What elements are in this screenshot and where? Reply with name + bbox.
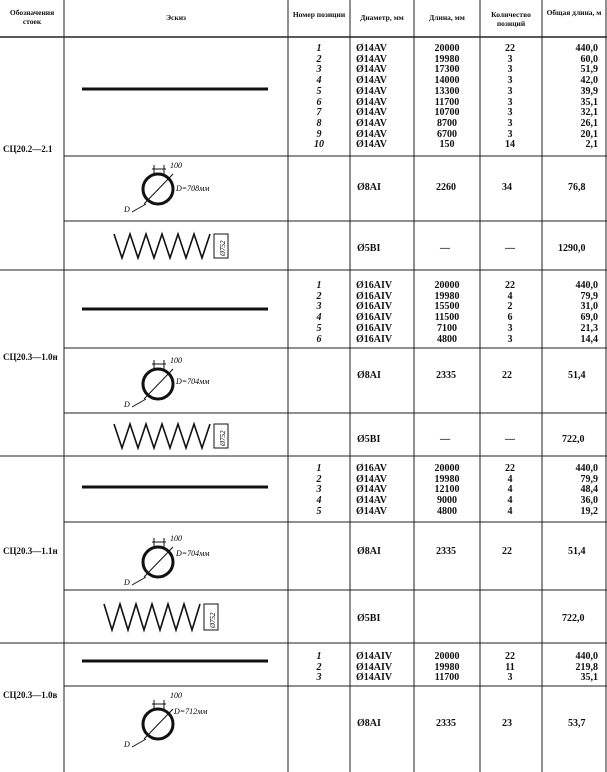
table-cell: 3	[507, 117, 513, 129]
bar-totals	[546, 44, 598, 151]
table-cell: 20000	[434, 651, 460, 662]
table-cell: 440,0	[575, 43, 598, 54]
ring-length: 2335	[436, 370, 456, 381]
table-cell: Ø16AIV	[356, 312, 393, 324]
spiral-dim-label: Ø752	[209, 612, 217, 628]
table-cell: 3	[507, 333, 513, 345]
straight-bar-sketch	[80, 657, 270, 665]
table-cell: 3	[507, 107, 513, 119]
table-cell: 14000	[434, 75, 460, 87]
spiral-diameter: Ø5BI	[357, 613, 381, 624]
ring-sketch	[118, 352, 268, 412]
table-cell: 20,1	[580, 128, 598, 140]
bar-counts	[490, 281, 530, 345]
table-cell: 8	[316, 117, 322, 129]
table-cell: 11700	[434, 96, 460, 108]
table-cell: 22	[505, 43, 515, 54]
table-cell: 3	[507, 85, 513, 97]
table-cell: 11700	[434, 672, 460, 684]
table-cell: 3	[507, 128, 513, 140]
table-cell: Ø14AV	[356, 505, 387, 517]
table-cell: Ø16AIV	[356, 280, 393, 291]
table-cell: 19980	[434, 473, 460, 485]
table-cell: 9	[316, 128, 322, 140]
ring-diameter: Ø8AI	[357, 182, 381, 193]
bar-counts	[490, 652, 530, 684]
table-cell: 36,0	[580, 495, 598, 507]
table-cell: 4	[316, 312, 322, 324]
bar-diameters	[356, 464, 387, 518]
table-cell: 11	[505, 661, 515, 673]
table-cell: 17300	[434, 64, 460, 76]
table-cell: Ø14AV	[356, 139, 387, 151]
bar-diameters	[356, 652, 392, 684]
table-cell: 1	[316, 463, 322, 474]
bar-lengths	[422, 44, 472, 151]
bar-lengths	[422, 281, 472, 345]
table-cell: Ø14AV	[356, 64, 387, 76]
table-cell: 3	[507, 64, 513, 76]
table-cell: 8700	[437, 117, 457, 129]
spiral-dim-label: Ø752	[219, 430, 227, 446]
table-cell: 19980	[434, 661, 460, 673]
table-cell: 5	[316, 505, 322, 517]
table-cell: 3	[316, 64, 322, 76]
header-length: Длина, мм	[429, 13, 465, 22]
table-cell: 4800	[437, 505, 457, 517]
table-cell: 150	[439, 139, 455, 151]
table-cell: 22	[505, 280, 515, 291]
table-cell: 440,0	[575, 280, 598, 291]
spiral-total: 1290,0	[558, 243, 586, 254]
table-cell: 3	[507, 75, 513, 87]
table-cell: 26,1	[580, 117, 598, 129]
straight-bar-sketch	[80, 483, 270, 491]
table-cell: 14	[505, 139, 515, 151]
table-cell: Ø14AV	[356, 107, 387, 119]
table-cell: Ø14AV	[356, 495, 387, 507]
table-cell: 21,3	[580, 322, 598, 334]
spiral-count: —	[505, 434, 515, 445]
table-cell: 4	[316, 75, 322, 87]
table-cell: 19980	[434, 53, 460, 65]
table-cell: 5	[316, 85, 322, 97]
bar-diameters	[356, 281, 392, 345]
ring-diameter: Ø8AI	[357, 370, 381, 381]
bar-positions	[311, 652, 327, 684]
ring-d-symbol: D	[124, 740, 130, 749]
header-count: Количество позиций	[491, 10, 531, 28]
ring-total: 76,8	[568, 182, 586, 193]
mark-label: СЦ20.3—1.1н	[3, 546, 58, 556]
table-cell: 22	[505, 651, 515, 662]
ring-diameter-label: D=712мм	[174, 707, 208, 716]
bar-positions	[311, 464, 327, 518]
table-cell: 42,0	[580, 75, 598, 87]
table-cell: Ø14AV	[356, 43, 387, 54]
header-diameter: Диаметр, мм	[360, 13, 404, 22]
table-cell: Ø14AV	[356, 85, 387, 97]
ring-total: 53,7	[568, 718, 586, 729]
table-cell: 2	[316, 661, 322, 673]
table-cell: Ø14AIV	[356, 661, 393, 673]
spiral-dim-label: Ø752	[219, 240, 227, 256]
ring-dim-label: 100	[170, 356, 182, 365]
spiral-diameter: Ø5BI	[357, 434, 381, 445]
bar-positions	[311, 281, 327, 345]
table-cell: Ø14AV	[356, 96, 387, 108]
table-cell: 3	[507, 96, 513, 108]
table-cell: Ø14AV	[356, 53, 387, 65]
table-cell: 5	[316, 322, 322, 334]
table-cell: 31,0	[580, 301, 598, 313]
table-cell: 22	[505, 463, 515, 474]
spiral-length: —	[440, 243, 450, 254]
header-position: Номер позиции	[292, 10, 346, 19]
table-cell: 2,1	[585, 139, 598, 151]
table-cell: Ø16AIV	[356, 333, 393, 345]
table-cell: 14,4	[580, 333, 598, 345]
table-cell: 4800	[437, 333, 457, 345]
mark-label: СЦ20.3—1.0в	[3, 690, 58, 700]
table-cell: 3	[507, 322, 513, 334]
table-cell: 219,8	[575, 661, 598, 673]
table-cell: Ø16AIV	[356, 322, 393, 334]
ring-dim-label: 100	[170, 534, 182, 543]
table-cell: 20000	[434, 280, 460, 291]
ring-sketch	[118, 690, 268, 752]
table-cell: 35,1	[580, 96, 598, 108]
table-cell: 2	[316, 473, 322, 485]
table-cell: 9000	[437, 495, 457, 507]
table-cell: 79,9	[580, 473, 598, 485]
table-cell: 3	[316, 672, 322, 684]
ring-diameter: Ø8AI	[357, 546, 381, 557]
bar-totals	[546, 464, 598, 518]
table-cell: 1	[316, 43, 322, 54]
bar-lengths	[422, 652, 472, 684]
bar-lengths	[422, 464, 472, 518]
table-cell: 10	[314, 139, 324, 151]
table-cell: 440,0	[575, 651, 598, 662]
bar-positions	[311, 44, 327, 151]
table-cell: 13300	[434, 85, 460, 97]
straight-bar-sketch	[80, 85, 270, 93]
table-cell: Ø14AV	[356, 75, 387, 87]
table-cell: 48,4	[580, 484, 598, 496]
table-cell: 4	[507, 495, 513, 507]
bar-diameters	[356, 44, 387, 151]
table-cell: 6	[316, 333, 322, 345]
header-sketch: Эскиз	[165, 13, 187, 22]
table-cell: 39,9	[580, 85, 598, 97]
ring-diameter-label: D=704мм	[176, 377, 210, 386]
table-cell: 3	[507, 672, 513, 684]
spiral-sketch	[110, 418, 250, 454]
table-cell: Ø14AV	[356, 128, 387, 140]
table-cell: 32,1	[580, 107, 598, 119]
ring-sketch	[118, 160, 268, 220]
table-cell: 6	[316, 96, 322, 108]
table-cell: 4	[507, 290, 513, 302]
ring-total: 51,4	[568, 546, 586, 557]
ring-sketch	[118, 526, 268, 588]
ring-dim-label: 100	[170, 691, 182, 700]
header-mark: Обозначения стоек	[9, 8, 55, 26]
table-cell: Ø16AIV	[356, 301, 393, 313]
mark-label: СЦ20.3—1.0н	[3, 352, 58, 362]
table-cell: 19980	[434, 290, 460, 302]
ring-d-symbol: D	[124, 400, 130, 409]
table-cell: 20000	[434, 43, 460, 54]
ring-total: 51,4	[568, 370, 586, 381]
bar-counts	[490, 464, 530, 518]
table-cell: 440,0	[575, 463, 598, 474]
table-cell: Ø16AV	[356, 463, 387, 474]
ring-length: 2335	[436, 546, 456, 557]
table-cell: 4	[507, 484, 513, 496]
table-cell: 35,1	[580, 672, 598, 684]
table-cell: 3	[316, 484, 322, 496]
table-cell: 2	[507, 301, 513, 313]
spiral-sketch	[110, 228, 250, 264]
bar-totals	[546, 281, 598, 345]
table-cell: 1	[316, 280, 322, 291]
mark-label: СЦ20.2—2.1	[3, 144, 53, 154]
table-cell: 7100	[437, 322, 457, 334]
table-cell: Ø16AIV	[356, 290, 393, 302]
table-cell: 6	[507, 312, 513, 324]
table-cell: Ø14AV	[356, 473, 387, 485]
table-cell: Ø14AV	[356, 484, 387, 496]
bar-totals	[546, 652, 598, 684]
spiral-diameter: Ø5BI	[357, 243, 381, 254]
table-cell: 15500	[434, 301, 460, 313]
table-cell: 1	[316, 651, 322, 662]
ring-diameter: Ø8AI	[357, 718, 381, 729]
ring-diameter-label: D=708мм	[176, 184, 210, 193]
table-cell: 11500	[434, 312, 460, 324]
table-cell: 51,9	[580, 64, 598, 76]
ring-length: 2260	[436, 182, 456, 193]
table-cell: 19,2	[580, 505, 598, 517]
table-cell: Ø14AV	[356, 117, 387, 129]
ring-count: 22	[502, 370, 512, 381]
ring-diameter-label: D=704мм	[176, 549, 210, 558]
table-cell: 12100	[434, 484, 460, 496]
table-cell: Ø14AIV	[356, 672, 393, 684]
table-cell: 69,0	[580, 312, 598, 324]
table-cell: 20000	[434, 463, 460, 474]
table-cell: 4	[316, 495, 322, 507]
ring-d-symbol: D	[124, 205, 130, 214]
spiral-length: —	[440, 434, 450, 445]
table-cell: 3	[316, 301, 322, 313]
table-cell: 2	[316, 290, 322, 302]
spiral-sketch	[100, 598, 240, 636]
header-total: Общая длина, м	[546, 8, 602, 17]
bar-counts	[490, 44, 530, 151]
table-cell: Ø14AIV	[356, 651, 393, 662]
spiral-total: 722,0	[562, 434, 585, 445]
spiral-total: 722,0	[562, 613, 585, 624]
table-cell: 60,0	[580, 53, 598, 65]
ring-d-symbol: D	[124, 578, 130, 587]
ring-count: 23	[502, 718, 512, 729]
table-cell: 3	[507, 53, 513, 65]
table-cell: 4	[507, 473, 513, 485]
ring-length: 2335	[436, 718, 456, 729]
table-cell: 4	[507, 505, 513, 517]
spiral-count: —	[505, 243, 515, 254]
table-cell: 10700	[434, 107, 460, 119]
table-cell: 79,9	[580, 290, 598, 302]
table-cell: 6700	[437, 128, 457, 140]
straight-bar-sketch	[80, 305, 270, 313]
table-cell: 7	[316, 107, 322, 119]
ring-count: 34	[502, 182, 512, 193]
ring-count: 22	[502, 546, 512, 557]
table-cell: 2	[316, 53, 322, 65]
ring-dim-label: 100	[170, 161, 182, 170]
